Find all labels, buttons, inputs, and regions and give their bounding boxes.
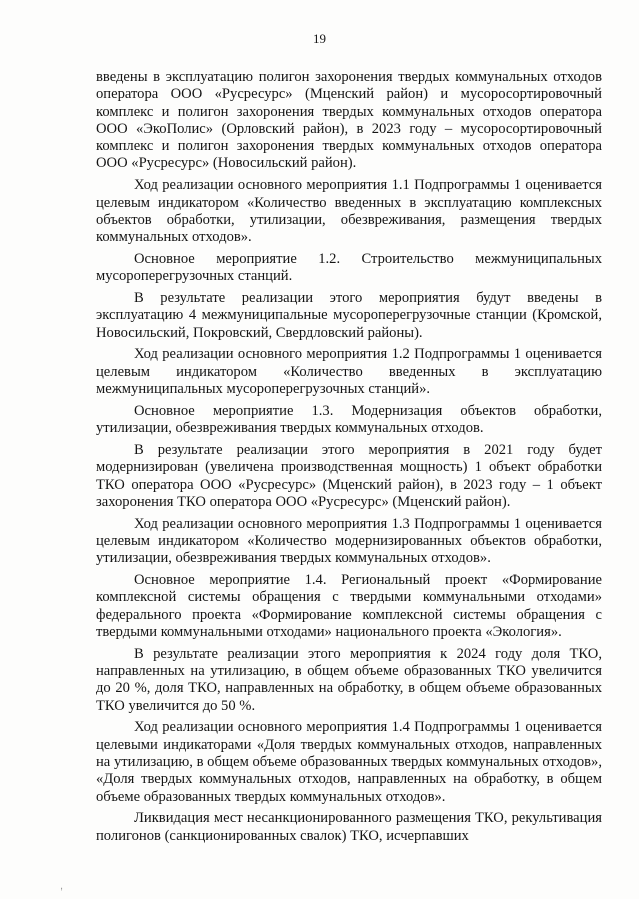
- paragraph-indicator-1-3: Ход реализации основного мероприятия 1.3 Подпрограммы 1 оценивается целевым индикатором «Количество модернизированных объектов обработки, утилизации, обезвреживания твердых коммунальных отходов».: [96, 515, 602, 567]
- paragraph-indicator-1-2: Ход реализации основного мероприятия 1.2 Подпрограммы 1 оценивается целевым индикатором «Количество введенных в эксплуатацию межмуниципальных мусороперегрузочных станций».: [96, 346, 602, 398]
- paragraph-indicator-1-4: Ход реализации основного мероприятия 1.4 Подпрограммы 1 оценивается целевыми индикаторами «Доля твердых коммунальных отходов, направленных на утилизацию, в общем объеме образованных твердых коммунальных отходов», «Доля твердых коммунальных отходов, направленных на обработку, в общем объеме образованных твердых коммунальных отходов».: [96, 719, 602, 805]
- page-number: 19: [313, 31, 326, 46]
- paragraph-measure-1-4: Основное мероприятие 1.4. Региональный проект «Формирование комплексной системы обращения с твердыми коммунальными отходами» федерального проекта «Формирование комплексной системы обращения с твердыми коммунальными отходами» национального проекта «Экология».: [96, 572, 602, 640]
- paragraph-indicator-1-1: Ход реализации основного мероприятия 1.1 Подпрограммы 1 оценивается целевым индикатором «Количество введенных в эксплуатацию комплексных объектов обработки, утилизации, обезвреживания, размещения твердых коммунальных отходов».: [96, 177, 602, 246]
- paragraph-measure-1-3: Основное мероприятие 1.3. Модернизация объектов обработки, утилизации, обезвреживания твердых коммунальных отходов.: [96, 402, 602, 437]
- paragraph-result-1-3: В результате реализации этого мероприятия в 2021 году будет модернизирован (увеличена производственная мощность) 1 объект обработки ТКО оператора ООО «Русресурс» (Мценский район), в 2023 году – 1 объект захоронения ТКО оператора ООО «Русресурс» (Мценский район).: [96, 441, 602, 510]
- scan-corner-mark: ,: [60, 880, 64, 892]
- paragraph-measure-1-2: Основное мероприятие 1.2. Строительство межмуниципальных мусороперегрузочных станций.: [96, 250, 602, 285]
- paragraph-result-1-4: В результате реализации этого мероприятия к 2024 году доля ТКО, направленных на утилизацию, в общем объеме образованных ТКО увеличится до 20 %, доля ТКО, направленных на обработку, в общем объеме образованных ТКО увеличится до 50 %.: [96, 645, 602, 714]
- document-body: [96, 69, 602, 849]
- paragraph-continuation: введены в эксплуатацию полигон захоронения твердых коммунальных отходов оператора ООО «Русресурс» (Мценский район) и мусоросортировочный комплекс и полигон захоронения твердых коммунальных отходов оператора ООО «ЭкоПолис» (Орловский район), в 2023 году – мусоросортировочный комплекс и полигон захоронения твердых коммунальных отходов оператора ООО «Русресурс» (Новосильский район).: [96, 69, 602, 172]
- paragraph-result-1-2: В результате реализации этого мероприятия будут введены в эксплуатацию 4 межмуниципальные мусороперегрузочные станции (Кромской, Новосильский, Покровский, Свердловский районы).: [96, 290, 602, 341]
- paragraph-liquidation: Ликвидация мест несанкционированного размещения ТКО, рекультивация полигонов (санкционированных свалок) ТКО, исчерпавших: [96, 810, 602, 844]
